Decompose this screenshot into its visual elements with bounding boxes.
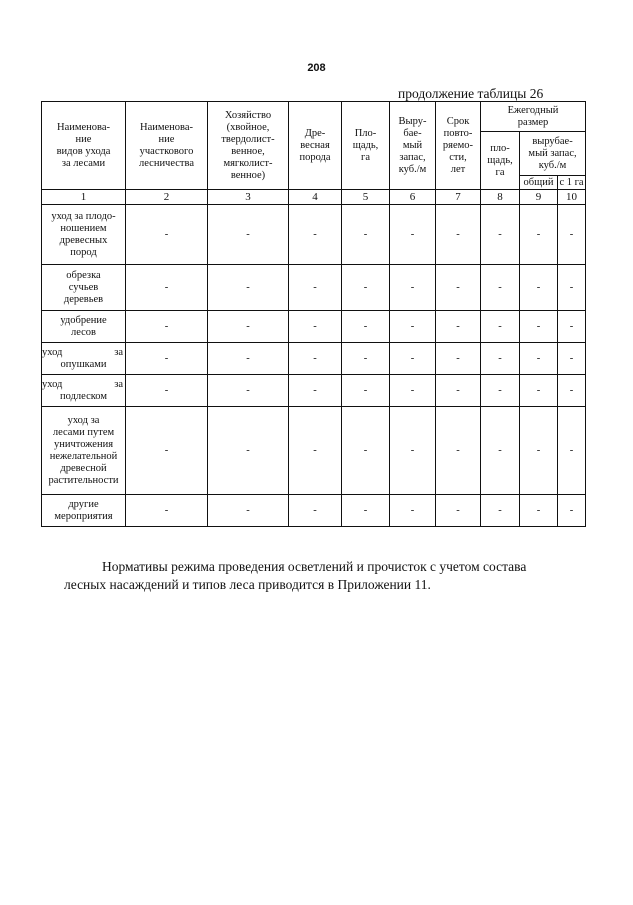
table-cell: - — [481, 343, 520, 375]
table-cell: - — [520, 495, 558, 527]
table-cell: - — [390, 343, 436, 375]
table-cell: - — [390, 311, 436, 343]
table-cell: - — [342, 407, 390, 495]
column-number: 9 — [520, 190, 558, 205]
column-number: 1 — [42, 190, 126, 205]
table-cell: - — [208, 265, 289, 311]
care-activities-table — [41, 101, 586, 527]
table-row — [42, 205, 586, 265]
table-cell: - — [342, 205, 390, 265]
row-label: уход за плодо- ношением древесных пород — [42, 205, 126, 265]
table-row — [42, 495, 586, 527]
header-annual-volume: вырубае- мый запас, куб./м — [520, 132, 586, 176]
table-cell: - — [342, 265, 390, 311]
row-label: удобрение лесов — [42, 311, 126, 343]
table-cell: - — [126, 343, 208, 375]
table-cell: - — [520, 407, 558, 495]
table-cell: - — [520, 343, 558, 375]
table-cell: - — [481, 375, 520, 407]
row-label: другие мероприятия — [42, 495, 126, 527]
table-cell: - — [289, 495, 342, 527]
table-cell: - — [558, 495, 586, 527]
column-number: 5 — [342, 190, 390, 205]
table-cell: - — [436, 375, 481, 407]
table-cell: - — [558, 407, 586, 495]
header-area: Пло- щадь, га — [342, 102, 390, 190]
header-volume-per-ha: с 1 га — [559, 176, 584, 188]
table-cell: - — [481, 205, 520, 265]
table-cell: - — [520, 265, 558, 311]
table-cell: - — [390, 375, 436, 407]
header-tree-species: Дре- весная порода — [289, 102, 342, 190]
table-cell: - — [126, 311, 208, 343]
column-number: 2 — [126, 190, 208, 205]
table-row — [42, 265, 586, 311]
table-cell: - — [558, 311, 586, 343]
header-cut-volume: Выру- бае- мый запас, куб./м — [390, 102, 436, 190]
row-label: уход за опушками — [42, 343, 126, 375]
table-cell: - — [558, 343, 586, 375]
column-number: 6 — [390, 190, 436, 205]
table-cell: - — [520, 205, 558, 265]
table-cell: - — [390, 265, 436, 311]
table-cell: - — [436, 407, 481, 495]
row-label: уход за подлеском — [42, 375, 126, 407]
table-row — [42, 343, 586, 375]
table-cell: - — [342, 495, 390, 527]
column-number: 8 — [481, 190, 520, 205]
table-cell: - — [390, 407, 436, 495]
table-cell: - — [558, 205, 586, 265]
table-cell: - — [342, 343, 390, 375]
header-forestry-unit: Наименова- ние участкового лесничества — [126, 102, 208, 190]
header-care-type: Наименова- ние видов ухода за лесами — [42, 102, 126, 190]
footnote-paragraph: Нормативы режима проведения осветлений и прочисток с учетом состава лесных насаждений и типов леса приводится в Приложении 11. — [64, 558, 527, 592]
table-cell: - — [126, 407, 208, 495]
table-cell: - — [126, 205, 208, 265]
table-cell: - — [558, 265, 586, 311]
table-cell: - — [481, 407, 520, 495]
table-cell: - — [289, 375, 342, 407]
table-cell: - — [390, 205, 436, 265]
table-cell: - — [208, 311, 289, 343]
table-cell: - — [208, 495, 289, 527]
table-cell: - — [208, 343, 289, 375]
table-cell: - — [436, 343, 481, 375]
table-cell: - — [436, 265, 481, 311]
table-cell: - — [289, 265, 342, 311]
table-cell: - — [481, 495, 520, 527]
header-annual-area: пло- щадь, га — [481, 132, 520, 190]
column-number: 7 — [436, 190, 481, 205]
header-economy: Хозяйство (хвойное, твердолист- венное, мягколист- венное) — [208, 102, 289, 190]
column-number: 10 — [558, 190, 586, 205]
table-cell: - — [342, 375, 390, 407]
header-volume-total: общий — [520, 176, 558, 190]
table-cell: - — [289, 407, 342, 495]
table-cell: - — [520, 375, 558, 407]
table-cell: - — [558, 375, 586, 407]
table-cell: - — [208, 375, 289, 407]
table-cell: - — [289, 311, 342, 343]
table-cell: - — [520, 311, 558, 343]
row-label: уход за лесами путем уничтожения нежелательной древесной растительности — [42, 407, 126, 495]
page-number: 208 — [307, 62, 326, 74]
table-cell: - — [289, 343, 342, 375]
table-row — [42, 407, 586, 495]
table-cell: - — [481, 311, 520, 343]
table-cell: - — [126, 495, 208, 527]
table-cell: - — [390, 495, 436, 527]
table-cell: - — [208, 407, 289, 495]
header-annual-size: Ежегодный размер — [481, 102, 586, 132]
table-cell: - — [126, 265, 208, 311]
column-number-row — [42, 190, 586, 205]
table-cell: - — [436, 495, 481, 527]
table-cell: - — [436, 311, 481, 343]
table-cell: - — [481, 265, 520, 311]
table-cell: - — [126, 375, 208, 407]
table-cell: - — [208, 205, 289, 265]
header-repeat-period: Срок повто- ряемо- сти, лет — [436, 102, 481, 190]
table-row — [42, 311, 586, 343]
row-label: обрезка сучьев деревьев — [42, 265, 126, 311]
table-cell: - — [289, 205, 342, 265]
column-number: 3 — [208, 190, 289, 205]
table-continuation-label: продолжение таблицы 26 — [398, 86, 544, 101]
table-cell: - — [436, 205, 481, 265]
table-cell: - — [342, 311, 390, 343]
table-row — [42, 375, 586, 407]
column-number: 4 — [289, 190, 342, 205]
